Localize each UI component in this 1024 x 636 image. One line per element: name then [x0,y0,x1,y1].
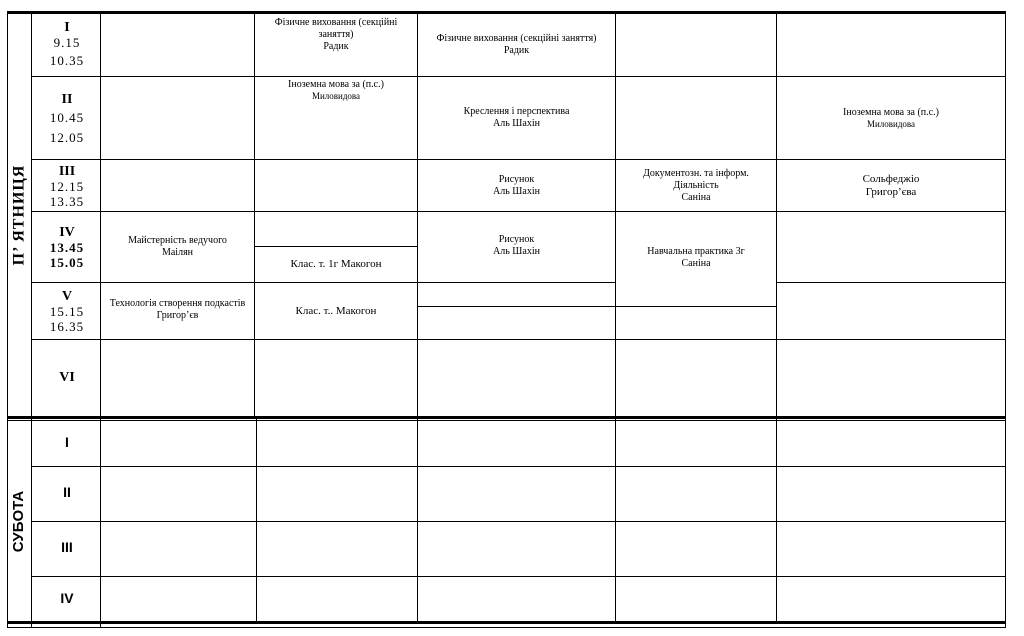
saturday-period-4 [34,591,100,606]
lesson-cell [777,77,1005,159]
period-number: IV [59,225,75,240]
period-end: 10.35 [49,53,85,68]
saturday-period-2 [34,485,100,500]
right-border [1005,11,1006,628]
row-line [615,306,777,307]
lesson-subject: Рисунок [498,173,535,185]
lesson-subject: Сольфеджіо [862,172,920,185]
row-line [776,339,1006,340]
row-line [254,159,418,160]
lesson-cell [101,283,254,339]
row-line [776,282,1006,283]
period-1 [34,20,100,68]
row-line [100,159,255,160]
lesson-subject: Майстерність ведучого [128,235,227,246]
lesson-subject: Документозн. та інформ. [643,167,749,179]
period-number: I [64,20,70,35]
lesson-teacher: Миловидова [311,91,361,101]
row-line [31,159,101,160]
period-4 [34,225,100,270]
lesson-teacher: Саніна [681,191,711,203]
period-end: 13.35 [49,194,85,209]
lesson-cell [418,212,615,282]
period-start: 10.45 [49,110,85,125]
lesson-cell [101,212,254,282]
lesson-cell [255,283,417,339]
row-line [31,466,1006,467]
lesson-teacher: Григор’єв [156,310,199,321]
lesson-cell [418,77,615,159]
row-line [615,76,777,77]
row-line [100,339,255,340]
period-start: 15.15 [49,304,85,319]
lesson-teacher: Саніна [681,258,711,269]
period-start: 13.45 [49,240,85,255]
row-line [776,211,1006,212]
row-line [417,282,616,283]
lesson-text: Клас. т. 1г Макогон [290,258,382,270]
day-label-saturday: СУБОТА [10,490,28,552]
lesson-subject-cont: Діяльність [673,179,719,191]
row-line [31,521,1006,522]
period-number: V [61,289,73,304]
lesson-subject: Навчальна практика 3г [647,246,745,257]
lesson-subject: Технологія створення подкастів [109,298,246,309]
period-start: 9.15 [53,35,81,50]
lesson-subject: Фізичне виховання (секційні заняття) [274,17,398,40]
lesson-teacher: Радик [323,41,349,52]
saturday-period-3 [34,540,100,555]
row-line [31,76,101,77]
lesson-teacher: Аль Шахін [493,185,540,197]
row-line [417,339,616,340]
period-2 [34,92,100,145]
saturday-period-1 [34,435,100,450]
lesson-subject: Рисунок [498,234,535,245]
col3-border [615,11,616,622]
lesson-cell [616,212,776,306]
row-line [31,339,101,340]
period-number: I [65,434,69,450]
lesson-subject: Іноземна мова за (п.с.) [288,79,384,90]
day-label-friday: П’ ЯТНИЦЯ [10,164,28,266]
lesson-cell [255,77,417,159]
lesson-teacher: Аль Шахін [493,118,540,129]
lesson-teacher: Миловидова [866,118,916,129]
row-line [31,576,1006,577]
row-line [254,211,418,212]
lesson-cell [255,247,417,282]
lesson-cell [777,160,1005,211]
lesson-teacher: Радик [503,45,530,56]
period-number: II [61,92,73,107]
row-line [417,306,616,307]
row-line [254,339,418,340]
lesson-cell [255,14,417,76]
period-3 [34,164,100,209]
bottom-border [7,621,1006,624]
lesson-cell [418,14,615,76]
period-number: II [63,484,71,500]
period-number: III [61,539,73,555]
day-divider [7,416,1006,419]
lesson-teacher: Григор’єва [865,185,917,198]
period-number: IV [60,590,74,606]
row-line [31,282,101,283]
period-number: VI [59,370,75,385]
period-start: 12.15 [49,179,85,194]
period-end: 15.05 [49,255,85,270]
period-number: III [58,164,76,179]
period-end: 12.05 [49,130,85,145]
period-6 [34,370,100,385]
lesson-cell [418,160,615,211]
bottom-border-thin [7,627,1006,628]
lesson-teacher: Маілян [161,247,194,258]
row-line [100,76,255,77]
day-col-border [31,11,32,628]
day-divider-thin [7,420,1006,421]
lesson-teacher: Аль Шахін [493,246,540,257]
row-line [615,339,777,340]
period-end: 16.35 [49,319,85,334]
lesson-text: Клас. т.. Макогон [295,304,377,317]
lesson-subject: Іноземна мова за (п.с.) [843,106,939,118]
lesson-cell [616,160,776,211]
period-5 [34,289,100,334]
lesson-subject: Фізичне виховання (секційні заняття) [436,33,597,44]
row-line [31,211,101,212]
lesson-subject: Креслення і перспектива [463,106,570,117]
